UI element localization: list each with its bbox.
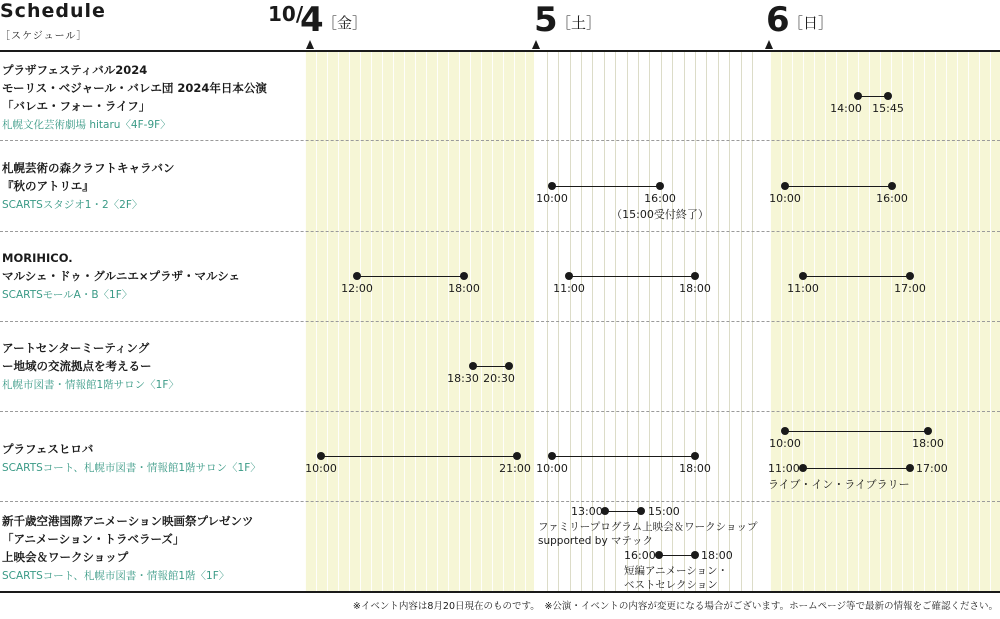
event-venue: 札幌文化芸術劇場 hitaru〈4F-9F〉: [2, 119, 171, 131]
program-name: 短編アニメーション・: [624, 565, 729, 577]
time-bar: [321, 456, 517, 457]
event-venue: SCARTSコート、札幌市図書・情報館1階〈1F〉: [2, 570, 230, 582]
end-time: 16:00: [644, 192, 676, 205]
event-title-line: 「バレエ・フォー・ライフ」: [2, 99, 151, 113]
event-title-line: 札幌芸術の森クラフトキャラバン: [2, 161, 175, 175]
time-bar: [785, 186, 892, 187]
event-title-line: モーリス・ベジャール・バレエ団 2024年日本公演: [2, 81, 267, 95]
time-bar: [473, 366, 509, 367]
end-time: 15:00: [648, 505, 680, 518]
end-dot-icon: [888, 182, 896, 190]
month-label: 10/: [268, 2, 304, 26]
end-dot-icon: [924, 427, 932, 435]
end-time: 18:00: [912, 437, 944, 450]
day-5-weekday: ［土］: [556, 14, 602, 32]
day-4-marker-icon: [306, 40, 314, 49]
end-time: 21:00: [499, 462, 531, 475]
end-time: 16:00: [876, 192, 908, 205]
schedule-subtitle: ［スケジュール］: [0, 31, 88, 42]
day-6-weekday: ［日］: [788, 14, 834, 32]
start-time: 11:00: [768, 462, 800, 475]
end-time: 15:45: [872, 102, 904, 115]
end-dot-icon: [513, 452, 521, 460]
start-dot-icon: [799, 272, 807, 280]
day-6-number: 6: [766, 0, 790, 40]
start-time: 10:00: [769, 192, 801, 205]
time-bar: [605, 511, 641, 512]
event-venue: SCARTSモールA・B〈1F〉: [2, 289, 133, 301]
end-dot-icon: [637, 507, 645, 515]
start-time: 13:00: [571, 505, 603, 518]
event-title-line: 「アニメーション・トラベラーズ」: [2, 532, 185, 546]
time-bar: [552, 186, 660, 187]
day-5-number: 5: [534, 0, 558, 40]
start-time: 10:00: [305, 462, 337, 475]
row-divider: [0, 231, 1000, 232]
start-time: 10:00: [769, 437, 801, 450]
event-title-line: プラフェスヒロバ: [2, 442, 94, 456]
event-title-line: アートセンターミーティング: [2, 341, 150, 355]
start-time: 10:00: [536, 462, 568, 475]
end-dot-icon: [460, 272, 468, 280]
end-time: 20:30: [483, 372, 515, 385]
schedule-title: Schedule: [0, 0, 106, 22]
end-time: 17:00: [894, 282, 926, 295]
start-time: 12:00: [341, 282, 373, 295]
start-time: 11:00: [787, 282, 819, 295]
start-dot-icon: [353, 272, 361, 280]
end-time: 17:00: [916, 462, 948, 475]
event-title-line: ー地域の交流拠点を考えるー: [2, 359, 152, 373]
time-bar: [803, 468, 910, 469]
start-time: 10:00: [536, 192, 568, 205]
row-divider: [0, 501, 1000, 502]
header-rule: [0, 50, 1000, 52]
start-dot-icon: [854, 92, 862, 100]
time-note: ライブ・イン・ライブラリー: [768, 478, 910, 491]
start-dot-icon: [565, 272, 573, 280]
time-bar: [659, 555, 695, 556]
time-bar: [357, 276, 464, 277]
row-divider: [0, 411, 1000, 412]
time-bar: [785, 431, 928, 432]
time-bar: [803, 276, 910, 277]
end-dot-icon: [691, 551, 699, 559]
end-time: 18:00: [701, 549, 733, 562]
row-divider: [0, 140, 1000, 141]
end-dot-icon: [906, 272, 914, 280]
start-time: 18:30: [447, 372, 479, 385]
start-dot-icon: [655, 551, 663, 559]
end-time: 18:00: [679, 462, 711, 475]
start-dot-icon: [781, 182, 789, 190]
end-time: 18:00: [679, 282, 711, 295]
time-bar: [552, 456, 695, 457]
end-dot-icon: [884, 92, 892, 100]
start-dot-icon: [317, 452, 325, 460]
day-4-weekday: ［金］: [322, 14, 368, 32]
end-dot-icon: [656, 182, 664, 190]
event-title-line: プラザフェスティバル2024: [2, 63, 148, 77]
start-dot-icon: [548, 452, 556, 460]
start-time: 16:00: [624, 549, 656, 562]
day-5-marker-icon: [532, 40, 540, 49]
start-dot-icon: [548, 182, 556, 190]
program-name: ファミリープログラム上映会＆ワークショップ: [538, 521, 758, 533]
day-6-marker-icon: [765, 40, 773, 49]
event-title-line: 新千歳空港国際アニメーション映画祭プレゼンツ: [2, 514, 254, 528]
day-4-number: 4: [300, 0, 324, 40]
end-dot-icon: [691, 272, 699, 280]
event-title-line: マルシェ・ドゥ・グルニエ×プラザ・マルシェ: [2, 269, 240, 283]
event-venue: SCARTSコート、札幌市図書・情報館1階サロン〈1F〉: [2, 462, 261, 474]
start-dot-icon: [469, 362, 477, 370]
time-bar: [569, 276, 695, 277]
footer-rule: [0, 591, 1000, 593]
start-time: 14:00: [830, 102, 862, 115]
program-sponsor: supported by マテック: [538, 535, 653, 547]
start-dot-icon: [781, 427, 789, 435]
footer-note: ※イベント内容は8月20日現在のものです。 ※公演・イベントの内容が変更になる場合がございます。ホームページ等で最新の情報をご確認ください。: [352, 601, 998, 612]
row-divider: [0, 321, 1000, 322]
end-dot-icon: [505, 362, 513, 370]
end-dot-icon: [906, 464, 914, 472]
time-note: （15:00受付終了）: [611, 208, 709, 221]
program-name: ベストセレクション: [624, 579, 718, 591]
start-dot-icon: [799, 464, 807, 472]
end-dot-icon: [691, 452, 699, 460]
event-venue: 札幌市図書・情報館1階サロン〈1F〉: [2, 379, 179, 391]
event-venue: SCARTSスタジオ1・2〈2F〉: [2, 199, 143, 211]
start-time: 11:00: [553, 282, 585, 295]
event-title-line: 『秋のアトリエ』: [2, 179, 94, 193]
end-time: 18:00: [448, 282, 480, 295]
event-title-line: MORIHICO.: [2, 251, 73, 265]
event-title-line: 上映会＆ワークショップ: [2, 550, 129, 564]
